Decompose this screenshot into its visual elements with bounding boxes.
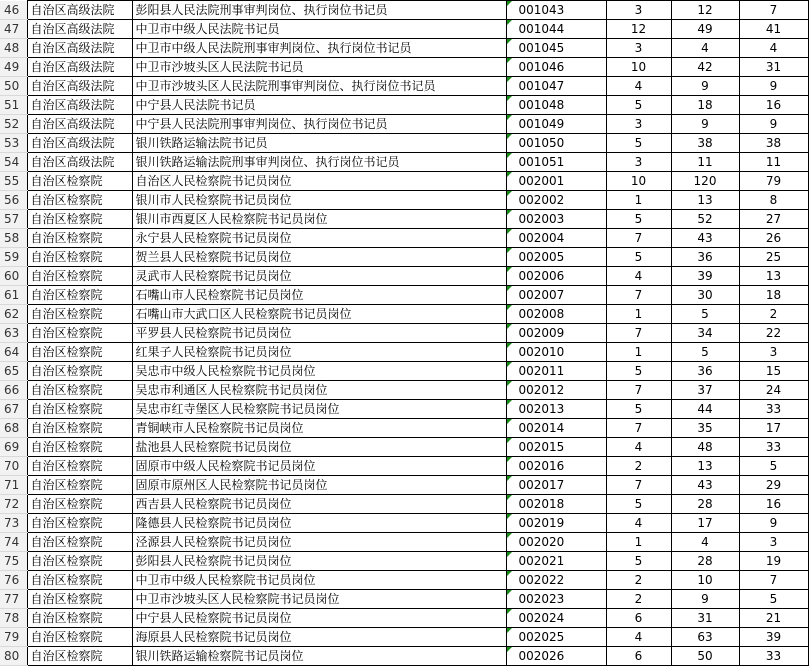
cell-unit[interactable]: 自治区检察院	[27, 476, 132, 495]
cell-position[interactable]: 中宁县人民法院书记员	[132, 96, 506, 115]
cell-passed[interactable]: 7	[739, 1, 808, 20]
table-row	[0, 476, 808, 495]
row-number[interactable]: 65	[0, 362, 27, 381]
cell-unit[interactable]: 自治区检察院	[27, 362, 132, 381]
cell-unit[interactable]: 自治区检察院	[27, 514, 132, 533]
cell-quota[interactable]: 1	[606, 533, 671, 552]
cell-quota[interactable]: 4	[606, 438, 671, 457]
row-number[interactable]: 49	[0, 58, 27, 77]
cell-applied[interactable]: 43	[671, 229, 739, 248]
table-row	[0, 628, 808, 647]
cell-quota[interactable]: 2	[606, 457, 671, 476]
cell-applied[interactable]: 120	[671, 172, 739, 191]
cell-passed[interactable]: 26	[739, 229, 808, 248]
cell-position-code[interactable]: 002021	[506, 552, 606, 571]
table-row	[0, 571, 808, 590]
cell-unit[interactable]: 自治区高级法院	[27, 58, 132, 77]
table-row	[0, 457, 808, 476]
cell-applied[interactable]: 39	[671, 267, 739, 286]
table-row	[0, 381, 808, 400]
cell-passed[interactable]: 3	[739, 343, 808, 362]
cell-quota[interactable]: 4	[606, 77, 671, 96]
cell-unit[interactable]: 自治区高级法院	[27, 96, 132, 115]
cell-applied[interactable]: 36	[671, 248, 739, 267]
cell-applied[interactable]: 10	[671, 571, 739, 590]
cell-applied[interactable]: 13	[671, 191, 739, 210]
cell-position[interactable]: 吴忠市红寺堡区人民检察院书记员岗位	[132, 400, 506, 419]
cell-unit[interactable]: 自治区检察院	[27, 324, 132, 343]
spreadsheet-body	[0, 1, 808, 666]
cell-quota[interactable]: 1	[606, 343, 671, 362]
cell-unit[interactable]: 自治区检察院	[27, 343, 132, 362]
table-row	[0, 533, 808, 552]
cell-position-code[interactable]: 002002	[506, 191, 606, 210]
cell-position[interactable]: 彭阳县人民法院刑事审判岗位、执行岗位书记员	[132, 1, 506, 20]
cell-applied[interactable]: 9	[671, 115, 739, 134]
table-row	[0, 305, 808, 324]
cell-unit[interactable]: 自治区检察院	[27, 533, 132, 552]
cell-applied[interactable]: 28	[671, 495, 739, 514]
cell-quota[interactable]: 5	[606, 552, 671, 571]
cell-unit[interactable]: 自治区高级法院	[27, 39, 132, 58]
cell-unit[interactable]: 自治区高级法院	[27, 77, 132, 96]
cell-unit[interactable]: 自治区检察院	[27, 609, 132, 628]
cell-applied[interactable]: 5	[671, 305, 739, 324]
cell-passed[interactable]: 18	[739, 286, 808, 305]
cell-passed[interactable]: 22	[739, 324, 808, 343]
row-number[interactable]: 76	[0, 571, 27, 590]
cell-passed[interactable]: 8	[739, 191, 808, 210]
cell-unit[interactable]: 自治区检察院	[27, 457, 132, 476]
cell-applied[interactable]: 35	[671, 419, 739, 438]
cell-applied[interactable]: 43	[671, 476, 739, 495]
cell-position-code[interactable]: 002024	[506, 609, 606, 628]
cell-position-code[interactable]: 001045	[506, 39, 606, 58]
cell-passed[interactable]: 11	[739, 153, 808, 172]
cell-passed[interactable]: 3	[739, 533, 808, 552]
cell-position[interactable]: 吴忠市利通区人民检察院书记员岗位	[132, 381, 506, 400]
table-row	[0, 609, 808, 628]
cell-position-code[interactable]: 002004	[506, 229, 606, 248]
cell-passed[interactable]: 9	[739, 77, 808, 96]
cell-quota[interactable]: 3	[606, 1, 671, 20]
table-row	[0, 400, 808, 419]
cell-quota[interactable]: 7	[606, 324, 671, 343]
table-row	[0, 419, 808, 438]
cell-position[interactable]: 彭阳县人民检察院书记员岗位	[132, 552, 506, 571]
cell-position[interactable]: 青铜峡市人民检察院书记员岗位	[132, 419, 506, 438]
cell-passed[interactable]: 24	[739, 381, 808, 400]
cell-position-code[interactable]: 002011	[506, 362, 606, 381]
cell-unit[interactable]: 自治区高级法院	[27, 153, 132, 172]
cell-unit[interactable]: 自治区检察院	[27, 229, 132, 248]
cell-passed[interactable]: 25	[739, 248, 808, 267]
cell-quota[interactable]: 1	[606, 191, 671, 210]
cell-position[interactable]: 吴忠市中级人民检察院书记员岗位	[132, 362, 506, 381]
cell-applied[interactable]: 13	[671, 457, 739, 476]
cell-position[interactable]: 石嘴山市人民检察院书记员岗位	[132, 286, 506, 305]
cell-position[interactable]: 贺兰县人民检察院书记员岗位	[132, 248, 506, 267]
cell-quota[interactable]: 5	[606, 495, 671, 514]
row-number[interactable]: 75	[0, 552, 27, 571]
cell-passed[interactable]: 5	[739, 590, 808, 609]
table-row	[0, 647, 808, 666]
cell-position-code[interactable]: 002009	[506, 324, 606, 343]
cell-passed[interactable]: 21	[739, 609, 808, 628]
cell-applied[interactable]: 44	[671, 400, 739, 419]
row-number[interactable]: 69	[0, 438, 27, 457]
table-row	[0, 343, 808, 362]
cell-passed[interactable]: 33	[739, 400, 808, 419]
row-number[interactable]: 80	[0, 647, 27, 666]
table-row	[0, 248, 808, 267]
cell-passed[interactable]: 15	[739, 362, 808, 381]
cell-applied[interactable]: 11	[671, 153, 739, 172]
cell-position[interactable]: 银川市西夏区人民检察院书记员岗位	[132, 210, 506, 229]
cell-position[interactable]: 中卫市中级人民法院刑事审判岗位、执行岗位书记员	[132, 39, 506, 58]
cell-applied[interactable]: 9	[671, 77, 739, 96]
cell-quota[interactable]: 5	[606, 400, 671, 419]
cell-position[interactable]: 中宁县人民检察院书记员岗位	[132, 609, 506, 628]
cell-position[interactable]: 银川铁路运输法院书记员	[132, 134, 506, 153]
cell-passed[interactable]: 19	[739, 552, 808, 571]
cell-position-code[interactable]: 002010	[506, 343, 606, 362]
cell-position[interactable]: 永宁县人民检察院书记员岗位	[132, 229, 506, 248]
cell-passed[interactable]: 33	[739, 438, 808, 457]
cell-applied[interactable]: 18	[671, 96, 739, 115]
cell-position[interactable]: 灵武市人民检察院书记员岗位	[132, 267, 506, 286]
cell-passed[interactable]: 7	[739, 571, 808, 590]
table-row	[0, 20, 808, 39]
cell-quota[interactable]: 7	[606, 229, 671, 248]
row-number[interactable]: 52	[0, 115, 27, 134]
table-row	[0, 191, 808, 210]
table-row	[0, 552, 808, 571]
cell-quota[interactable]: 7	[606, 286, 671, 305]
row-number[interactable]: 59	[0, 248, 27, 267]
cell-position-code[interactable]: 002020	[506, 533, 606, 552]
cell-applied[interactable]: 52	[671, 210, 739, 229]
table-row	[0, 1, 808, 20]
cell-quota[interactable]: 7	[606, 476, 671, 495]
cell-position[interactable]: 中卫市沙坡头区人民法院书记员	[132, 58, 506, 77]
table-row	[0, 134, 808, 153]
cell-position-code[interactable]: 002017	[506, 476, 606, 495]
table-row	[0, 590, 808, 609]
cell-quota[interactable]: 5	[606, 362, 671, 381]
cell-passed[interactable]: 4	[739, 39, 808, 58]
cell-passed[interactable]: 79	[739, 172, 808, 191]
table-row	[0, 438, 808, 457]
table-row	[0, 362, 808, 381]
cell-unit[interactable]: 自治区检察院	[27, 495, 132, 514]
cell-passed[interactable]: 9	[739, 514, 808, 533]
cell-position[interactable]: 海原县人民检察院书记员岗位	[132, 628, 506, 647]
cell-applied[interactable]: 48	[671, 438, 739, 457]
cell-applied[interactable]: 38	[671, 134, 739, 153]
cell-position[interactable]: 银川铁路运输法院刑事审判岗位、执行岗位书记员	[132, 153, 506, 172]
row-number[interactable]: 55	[0, 172, 27, 191]
table-row	[0, 514, 808, 533]
table-row	[0, 229, 808, 248]
cell-quota[interactable]: 4	[606, 628, 671, 647]
row-number[interactable]: 63	[0, 324, 27, 343]
cell-unit[interactable]: 自治区检察院	[27, 590, 132, 609]
cell-position-code[interactable]: 002007	[506, 286, 606, 305]
row-number[interactable]: 78	[0, 609, 27, 628]
cell-applied[interactable]: 34	[671, 324, 739, 343]
cell-position-code[interactable]: 002005	[506, 248, 606, 267]
row-number[interactable]: 50	[0, 77, 27, 96]
cell-position-code[interactable]: 002019	[506, 514, 606, 533]
cell-quota[interactable]: 6	[606, 647, 671, 666]
cell-applied[interactable]: 30	[671, 286, 739, 305]
cell-position[interactable]: 中卫市沙坡头区人民法院刑事审判岗位、执行岗位书记员	[132, 77, 506, 96]
cell-unit[interactable]: 自治区检察院	[27, 172, 132, 191]
table-row	[0, 324, 808, 343]
row-number[interactable]: 57	[0, 210, 27, 229]
cell-quota[interactable]: 10	[606, 172, 671, 191]
cell-position-code[interactable]: 002001	[506, 172, 606, 191]
cell-position-code[interactable]: 001044	[506, 20, 606, 39]
cell-quota[interactable]: 1	[606, 305, 671, 324]
cell-unit[interactable]: 自治区检察院	[27, 305, 132, 324]
cell-position[interactable]: 西吉县人民检察院书记员岗位	[132, 495, 506, 514]
cell-unit[interactable]: 自治区检察院	[27, 381, 132, 400]
table-row	[0, 153, 808, 172]
cell-position-code[interactable]: 002026	[506, 647, 606, 666]
cell-applied[interactable]: 17	[671, 514, 739, 533]
cell-quota[interactable]: 3	[606, 115, 671, 134]
cell-unit[interactable]: 自治区检察院	[27, 628, 132, 647]
row-number[interactable]: 48	[0, 39, 27, 58]
cell-position-code[interactable]: 002008	[506, 305, 606, 324]
cell-unit[interactable]: 自治区检察院	[27, 286, 132, 305]
row-number[interactable]: 72	[0, 495, 27, 514]
cell-unit[interactable]: 自治区高级法院	[27, 134, 132, 153]
cell-quota[interactable]: 5	[606, 134, 671, 153]
cell-applied[interactable]: 9	[671, 590, 739, 609]
table-row	[0, 115, 808, 134]
cell-position-code[interactable]: 001046	[506, 58, 606, 77]
row-number[interactable]: 68	[0, 419, 27, 438]
cell-passed[interactable]: 31	[739, 58, 808, 77]
row-number[interactable]: 64	[0, 343, 27, 362]
row-number[interactable]: 77	[0, 590, 27, 609]
table-row	[0, 96, 808, 115]
cell-passed[interactable]: 13	[739, 267, 808, 286]
cell-position-code[interactable]: 002006	[506, 267, 606, 286]
cell-position-code[interactable]: 001043	[506, 1, 606, 20]
table-row	[0, 39, 808, 58]
cell-position-code[interactable]: 001048	[506, 96, 606, 115]
cell-position[interactable]: 自治区人民检察院书记员岗位	[132, 172, 506, 191]
cell-unit[interactable]: 自治区检察院	[27, 400, 132, 419]
cell-position-code[interactable]: 001049	[506, 115, 606, 134]
cell-applied[interactable]: 4	[671, 39, 739, 58]
cell-position-code[interactable]: 001050	[506, 134, 606, 153]
cell-quota[interactable]: 3	[606, 153, 671, 172]
cell-unit[interactable]: 自治区检察院	[27, 248, 132, 267]
row-number[interactable]: 74	[0, 533, 27, 552]
row-number[interactable]: 71	[0, 476, 27, 495]
cell-unit[interactable]: 自治区检察院	[27, 267, 132, 286]
row-number[interactable]: 70	[0, 457, 27, 476]
cell-passed[interactable]: 39	[739, 628, 808, 647]
cell-unit[interactable]: 自治区检察院	[27, 191, 132, 210]
cell-unit[interactable]: 自治区检察院	[27, 210, 132, 229]
cell-quota[interactable]: 6	[606, 609, 671, 628]
cell-quota[interactable]: 4	[606, 514, 671, 533]
cell-position-code[interactable]: 002015	[506, 438, 606, 457]
table-row	[0, 210, 808, 229]
row-number[interactable]: 46	[0, 1, 27, 20]
row-number[interactable]: 58	[0, 229, 27, 248]
cell-passed[interactable]: 41	[739, 20, 808, 39]
cell-unit[interactable]: 自治区高级法院	[27, 115, 132, 134]
cell-unit[interactable]: 自治区检察院	[27, 647, 132, 666]
cell-unit[interactable]: 自治区检察院	[27, 552, 132, 571]
cell-position[interactable]: 盐池县人民检察院书记员岗位	[132, 438, 506, 457]
cell-quota[interactable]: 2	[606, 571, 671, 590]
cell-unit[interactable]: 自治区检察院	[27, 438, 132, 457]
row-number[interactable]: 61	[0, 286, 27, 305]
table-row	[0, 77, 808, 96]
cell-position-code[interactable]: 002016	[506, 457, 606, 476]
cell-position-code[interactable]: 002023	[506, 590, 606, 609]
row-number[interactable]: 51	[0, 96, 27, 115]
cell-passed[interactable]: 5	[739, 457, 808, 476]
cell-quota[interactable]: 2	[606, 590, 671, 609]
cell-position[interactable]: 中宁县人民法院刑事审判岗位、执行岗位书记员	[132, 115, 506, 134]
cell-applied[interactable]: 37	[671, 381, 739, 400]
cell-applied[interactable]: 63	[671, 628, 739, 647]
row-number[interactable]: 67	[0, 400, 27, 419]
cell-position[interactable]: 中卫市沙坡头区人民检察院书记员岗位	[132, 590, 506, 609]
row-number[interactable]: 66	[0, 381, 27, 400]
cell-passed[interactable]: 29	[739, 476, 808, 495]
cell-passed[interactable]: 9	[739, 115, 808, 134]
cell-quota[interactable]: 5	[606, 96, 671, 115]
cell-position[interactable]: 银川铁路运输检察院书记员岗位	[132, 647, 506, 666]
cell-position-code[interactable]: 002018	[506, 495, 606, 514]
cell-passed[interactable]: 16	[739, 96, 808, 115]
cell-position[interactable]: 固原市中级人民检察院书记员岗位	[132, 457, 506, 476]
cell-unit[interactable]: 自治区高级法院	[27, 20, 132, 39]
cell-quota[interactable]: 12	[606, 20, 671, 39]
cell-position-code[interactable]: 002022	[506, 571, 606, 590]
cell-unit[interactable]: 自治区检察院	[27, 419, 132, 438]
cell-passed[interactable]: 27	[739, 210, 808, 229]
cell-position-code[interactable]: 002025	[506, 628, 606, 647]
cell-passed[interactable]: 16	[739, 495, 808, 514]
cell-position[interactable]: 银川市人民检察院书记员岗位	[132, 191, 506, 210]
cell-quota[interactable]: 7	[606, 381, 671, 400]
row-number[interactable]: 62	[0, 305, 27, 324]
cell-applied[interactable]: 4	[671, 533, 739, 552]
row-number[interactable]: 47	[0, 20, 27, 39]
cell-position-code[interactable]: 002013	[506, 400, 606, 419]
cell-passed[interactable]: 2	[739, 305, 808, 324]
cell-applied[interactable]: 31	[671, 609, 739, 628]
cell-position[interactable]: 固原市原州区人民检察院书记员岗位	[132, 476, 506, 495]
row-number[interactable]: 60	[0, 267, 27, 286]
cell-applied[interactable]: 50	[671, 647, 739, 666]
cell-position[interactable]: 隆德县人民检察院书记员岗位	[132, 514, 506, 533]
cell-applied[interactable]: 12	[671, 1, 739, 20]
cell-position[interactable]: 平罗县人民检察院书记员岗位	[132, 324, 506, 343]
cell-position[interactable]: 泾源县人民检察院书记员岗位	[132, 533, 506, 552]
cell-position[interactable]: 中卫市中级人民法院书记员	[132, 20, 506, 39]
table-row	[0, 58, 808, 77]
cell-quota[interactable]: 5	[606, 210, 671, 229]
row-number[interactable]: 53	[0, 134, 27, 153]
row-number[interactable]: 54	[0, 153, 27, 172]
cell-position[interactable]: 石嘴山市大武口区人民检察院书记员岗位	[132, 305, 506, 324]
cell-position[interactable]: 中卫市中级人民检察院书记员岗位	[132, 571, 506, 590]
cell-passed[interactable]: 38	[739, 134, 808, 153]
table-row	[0, 286, 808, 305]
cell-quota[interactable]: 4	[606, 267, 671, 286]
cell-position-code[interactable]: 002014	[506, 419, 606, 438]
cell-applied[interactable]: 49	[671, 20, 739, 39]
cell-unit[interactable]: 自治区高级法院	[27, 1, 132, 20]
table-row	[0, 267, 808, 286]
cell-passed[interactable]: 17	[739, 419, 808, 438]
cell-position-code[interactable]: 001051	[506, 153, 606, 172]
table-row	[0, 172, 808, 191]
cell-quota[interactable]: 7	[606, 419, 671, 438]
cell-passed[interactable]: 33	[739, 647, 808, 666]
cell-applied[interactable]: 5	[671, 343, 739, 362]
cell-applied[interactable]: 36	[671, 362, 739, 381]
cell-position-code[interactable]: 002012	[506, 381, 606, 400]
cell-quota[interactable]: 5	[606, 248, 671, 267]
cell-position-code[interactable]: 001047	[506, 77, 606, 96]
cell-applied[interactable]: 28	[671, 552, 739, 571]
cell-position[interactable]: 红果子人民检察院书记员岗位	[132, 343, 506, 362]
cell-position-code[interactable]: 002003	[506, 210, 606, 229]
row-number[interactable]: 79	[0, 628, 27, 647]
cell-quota[interactable]: 10	[606, 58, 671, 77]
row-number[interactable]: 56	[0, 191, 27, 210]
cell-applied[interactable]: 42	[671, 58, 739, 77]
cell-quota[interactable]: 3	[606, 39, 671, 58]
row-number[interactable]: 73	[0, 514, 27, 533]
table-row	[0, 495, 808, 514]
cell-unit[interactable]: 自治区检察院	[27, 571, 132, 590]
